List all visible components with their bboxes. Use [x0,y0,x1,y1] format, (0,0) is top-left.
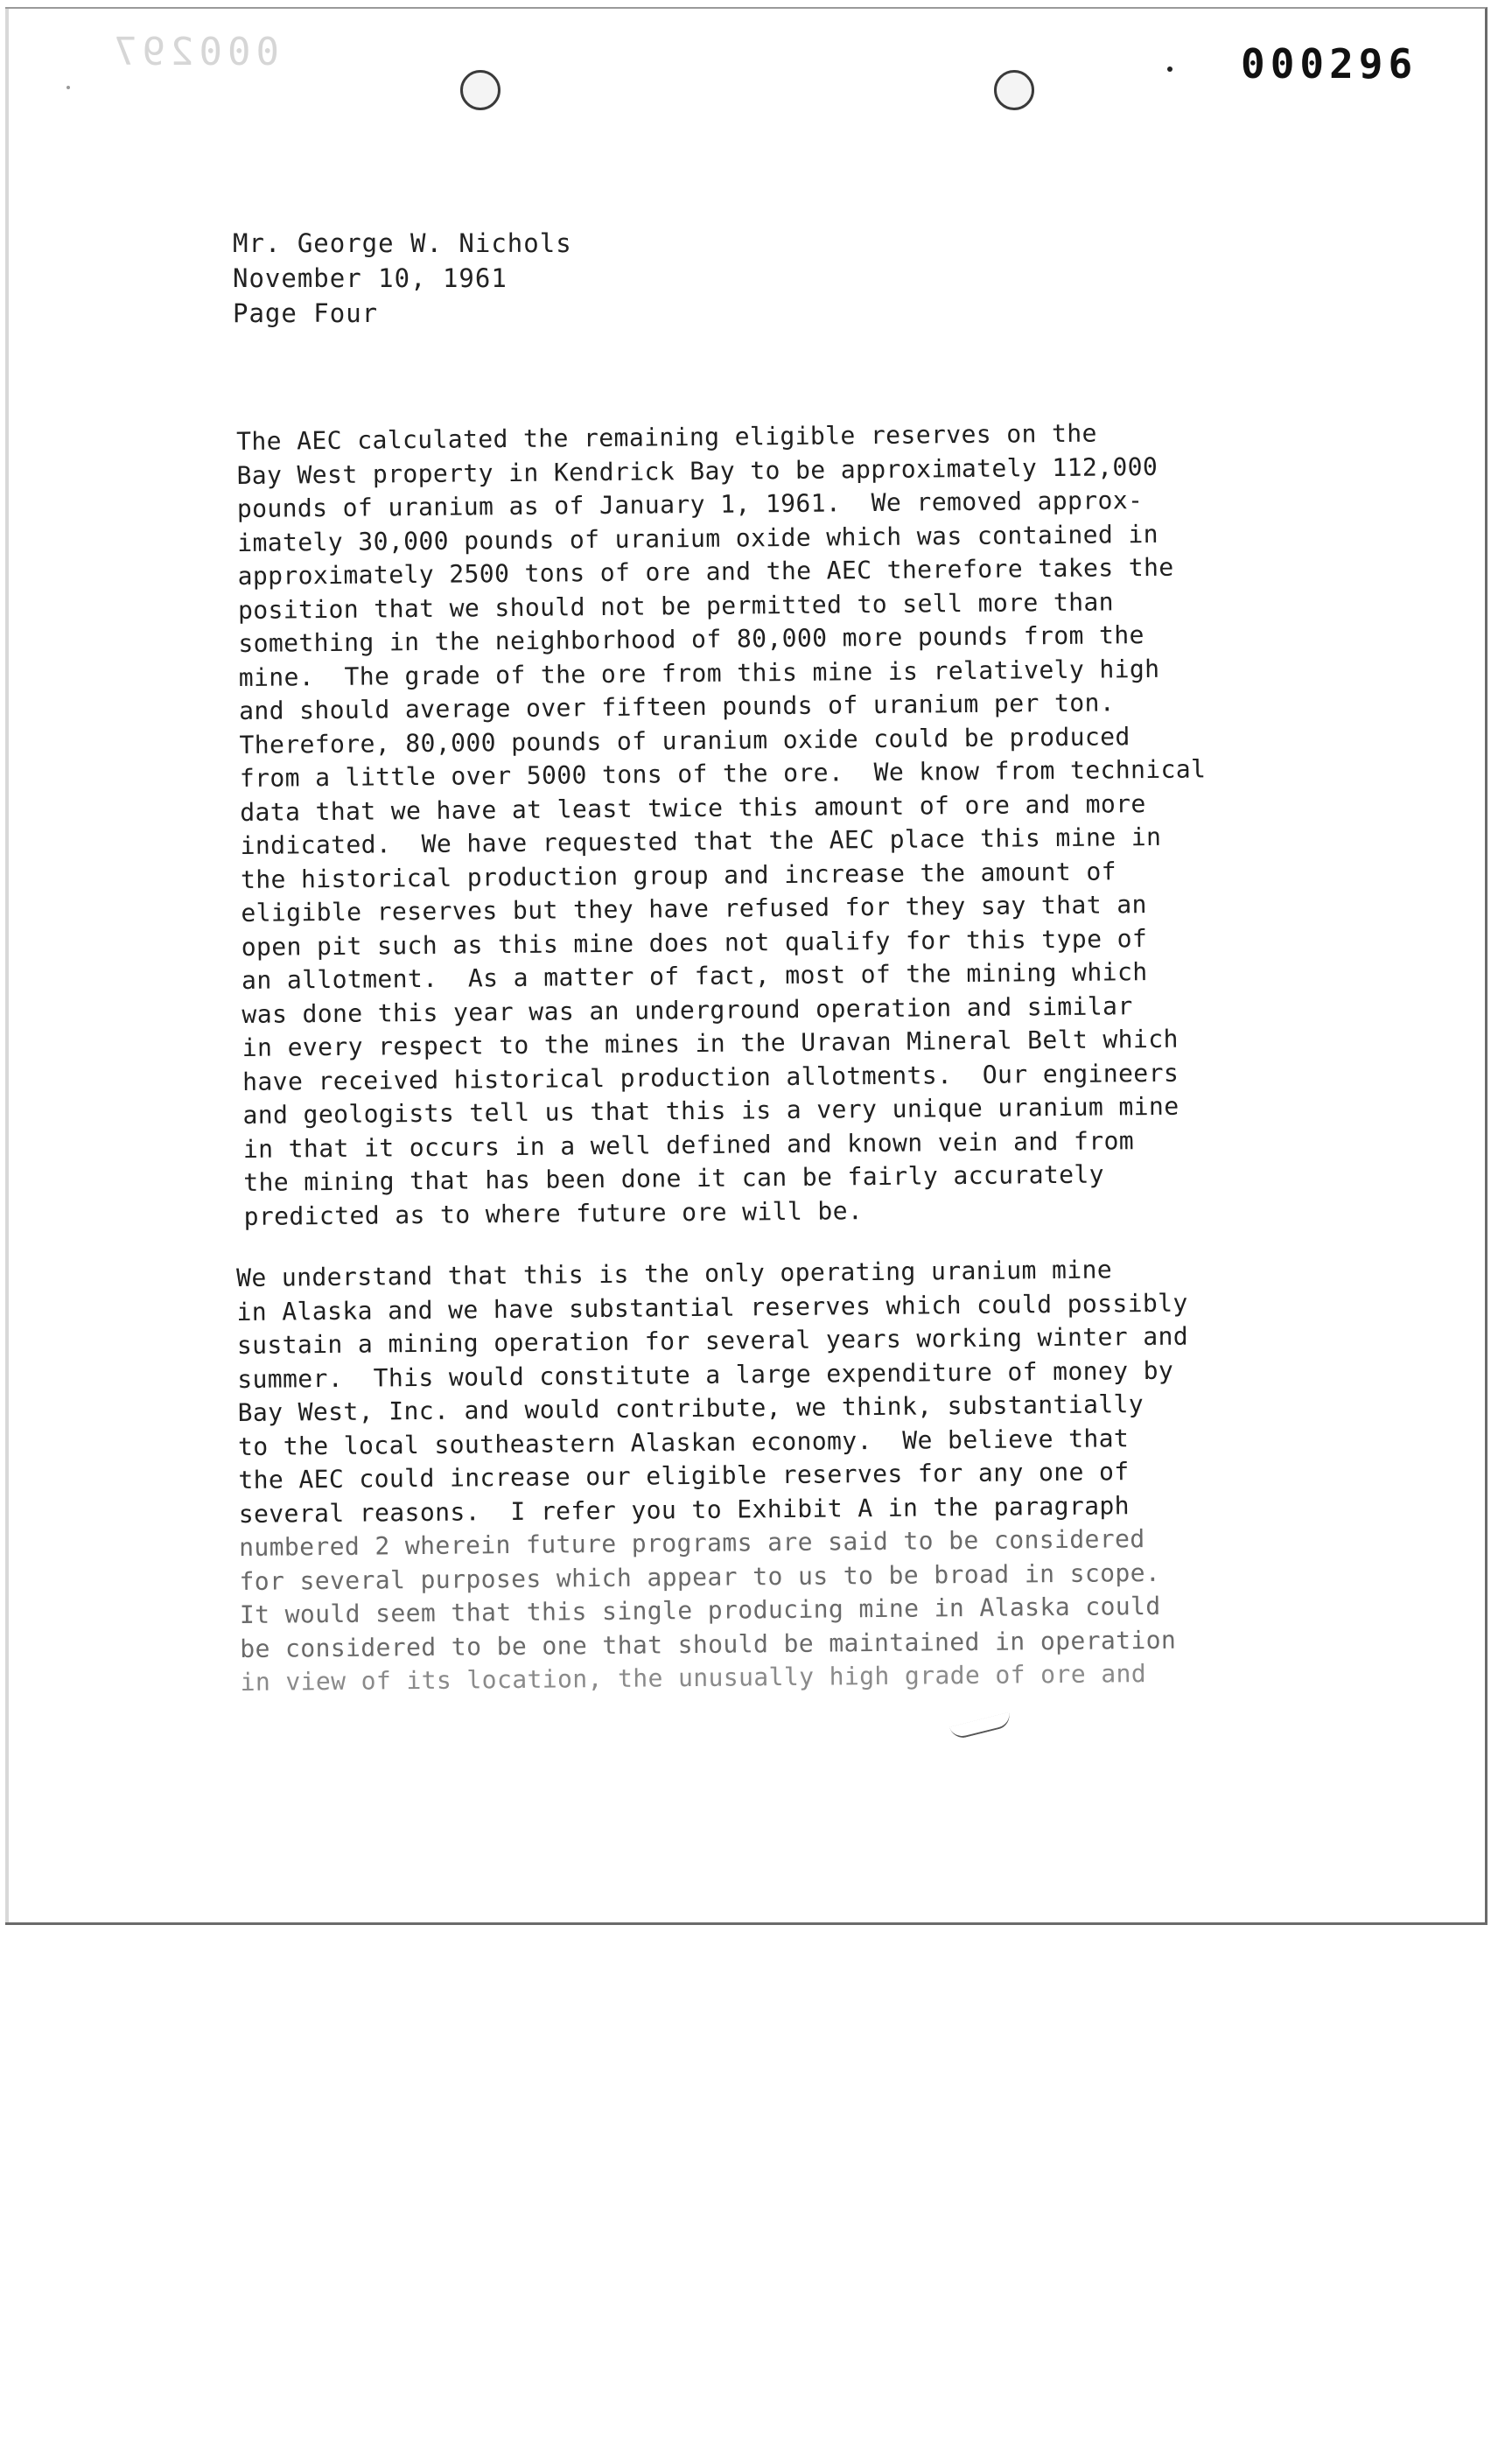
text-line: the AEC could increase our eligible reserves for any one of [238,1457,1130,1494]
pen-mark [949,1712,1012,1740]
text-line: in every respect to the mines in the Uravan Mineral Belt which [242,1024,1179,1062]
text-line: in Alaska and we have substantial reserves which could possibly [236,1288,1188,1326]
recipient-line: Mr. George W. Nichols [233,228,572,258]
text-line: summer. This would constitute a large expenditure of money by [237,1355,1174,1394]
text-line: be considered to be one that should be maintained in operation [240,1625,1177,1663]
text-line: to the local southeastern Alaskan economy. We believe that [237,1423,1130,1461]
text-line: the historical production group and increase the amount of [240,856,1117,894]
text-line: in that it occurs in a well defined and known vein and from [242,1125,1135,1164]
text-line: It would seem that this single producing mine in Alaska could [239,1591,1161,1629]
text-line: We understand that this is the only operating uranium mine [236,1255,1113,1292]
text-line: the mining that has been done it can be fairly accurately [243,1159,1105,1197]
document-page [5,7,1488,1925]
text-line: eligible reserves but they have refused for they say that an [241,890,1147,928]
text-line: an allotment. As a matter of fact, most of the mining which [241,957,1148,995]
text-line: from a little over 5000 tons of the ore. We know from technical [239,754,1207,793]
text-line: The AEC calculated the remaining eligible reserves on the [236,418,1097,456]
text-line: several reasons. I refer you to Exhibit A in the paragraph [238,1490,1130,1529]
page-line: Page Four [233,298,379,328]
text-line: approximately 2500 tons of ore and the AEC therefore takes the [237,552,1174,591]
text-line: was done this year was an underground operation and similar [242,990,1133,1029]
ghost-stamp-number: 000297 [108,30,279,74]
punch-hole-right [994,70,1034,110]
text-line: Bay West property in Kendrick Bay to be approximately 112,000 [236,452,1158,490]
text-line: predicted as to where future ore will be. [243,1195,864,1231]
paragraph-reserves [236,416,1210,1234]
text-line: numbered 2 wherein future programs are said to be considered [238,1524,1145,1562]
stamp-number: 000296 [1241,40,1418,88]
letter-heading [233,226,572,331]
text-line: and should average over fifteen pounds of uranium per ton. [238,688,1116,725]
text-line: Therefore, 80,000 pounds of uranium oxide could be produced [239,721,1130,760]
text-line: mine. The grade of the ore from this mine is relatively high [238,654,1160,692]
text-line: in view of its location, the unusually high grade of ore and [240,1659,1147,1697]
text-line: something in the neighborhood of 80,000 more pounds from the [238,620,1144,658]
text-line: indicated. We have requested that the AEC place this mine in [240,822,1162,860]
text-line: for several purposes which appear to us to be broad in scope. [239,1558,1161,1596]
text-line: data that we have at least twice this amount of ore and more [240,788,1146,827]
date-line: November 10, 1961 [233,263,508,293]
text-line: have received historical production allotments. Our engineers [242,1058,1180,1096]
page-edge-shadow [5,9,9,1922]
text-line: imately 30,000 pounds of uranium oxide which was contained in [237,519,1159,557]
text-line: Bay West, Inc. and would contribute, we think, substantially [237,1390,1144,1427]
text-line: pounds of uranium as of January 1, 1961. We removed approx- [236,486,1144,523]
text-line: position that we should not be permitted to sell more than [237,586,1115,625]
text-line: and geologists tell us that this is a very unique uranium mine [242,1091,1180,1130]
stray-mark [66,86,70,89]
stamp-dot [1167,66,1172,72]
text-line: open pit such as this mine does not qualify for this type of [241,923,1148,962]
paragraph-alaska-mine [236,1253,1192,1700]
text-line: sustain a mining operation for several years working winter and [236,1321,1189,1360]
punch-hole-left [460,70,500,110]
